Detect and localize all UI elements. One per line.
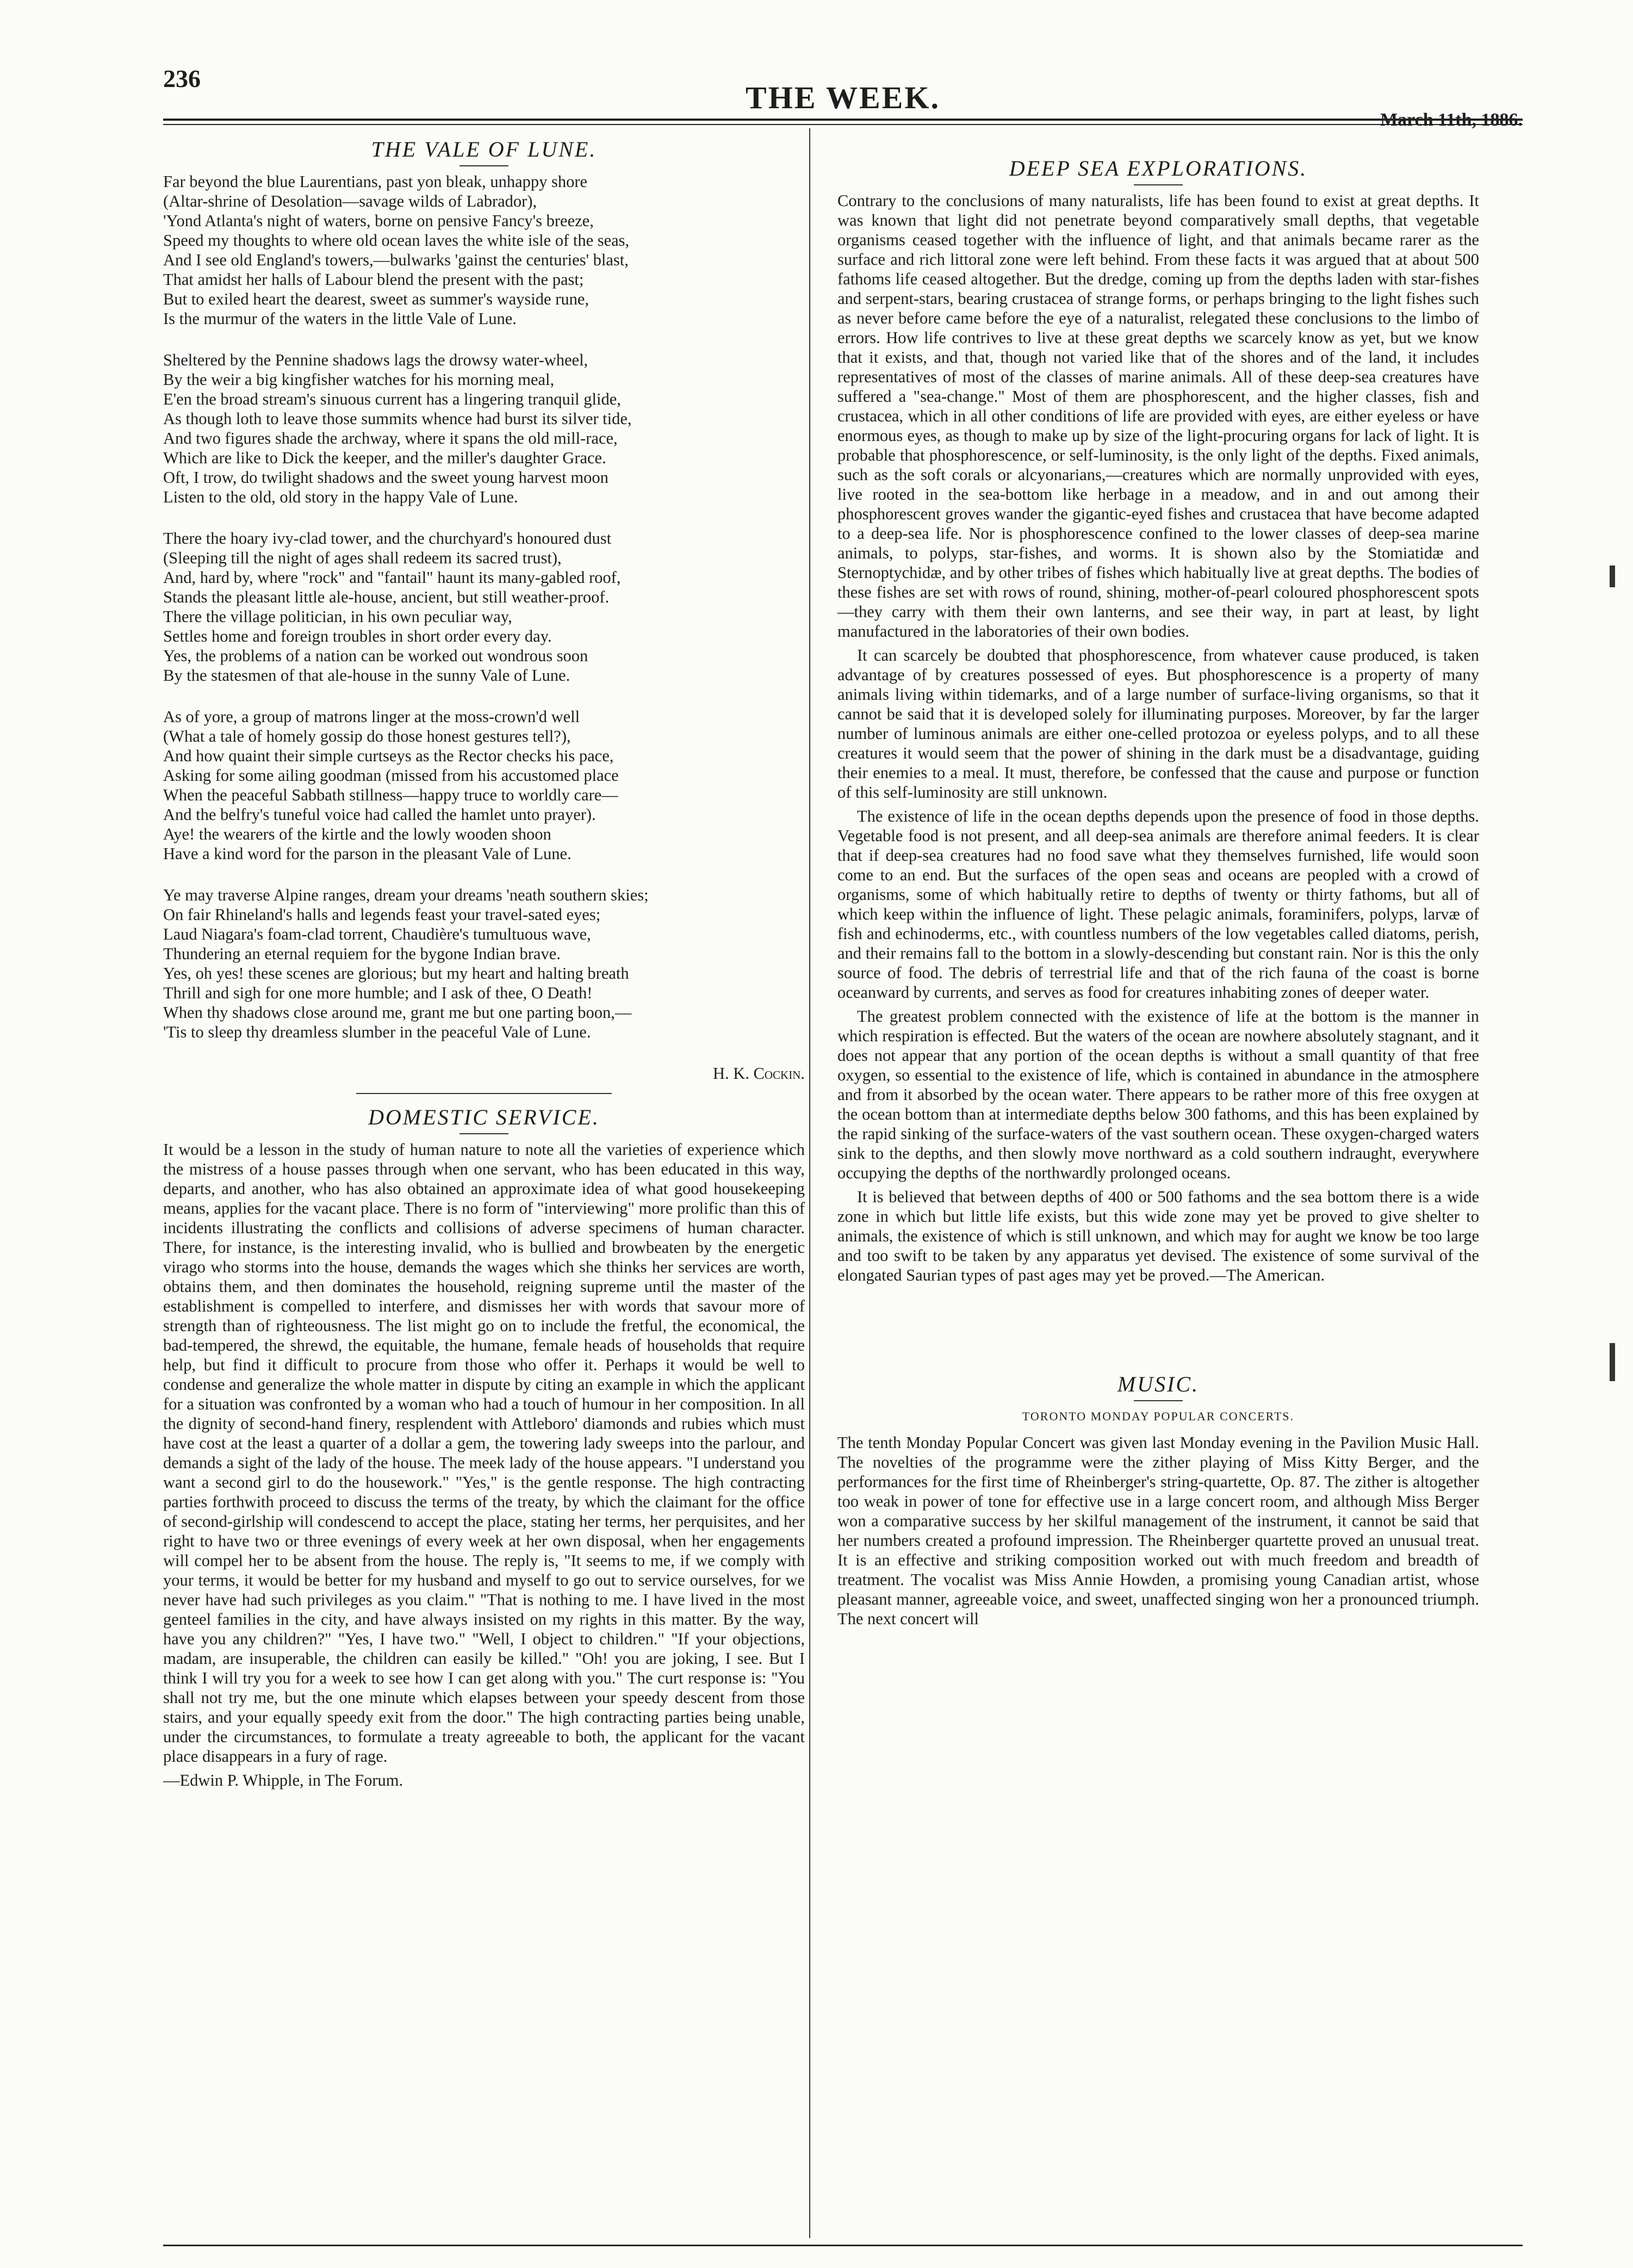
article-paragraph: It can scarcely be doubted that phosphorescence, from whatever cause produced, is taken advantage of by creatures possessed of eyes. But phosphorescence is a property of many animals living within tidemarks, and of a large number of surface-living organisms, so that it cannot be said that it is developed solely for illuminating purposes. Moreover, by far the larger number of luminous animals are either one-celled protozoa or eyeless polyps, and to all these creatures it would seem that the power of shining in the dark must be a disadvantage, guiding their enemies to a meal. It must, therefore, be confessed that the cause and purpose or function of this self-luminosity are still unknown. <box>837 646 1479 801</box>
page-number: 236 <box>163 65 201 92</box>
article-attribution: —Edwin P. Whipple, in The Forum. <box>163 1771 403 1789</box>
poem-line: That amidst her halls of Labour blend the present with the past; <box>163 270 584 289</box>
poem-line: Sheltered by the Pennine shadows lags the drowsy water-wheel, <box>163 351 588 369</box>
article-title: MUSIC. <box>1117 1372 1200 1396</box>
poem-line: Yes, oh yes! these scenes are glorious; but my heart and halting breath <box>163 964 629 983</box>
poem-line: Listen to the old, old story in the happy Vale of Lune. <box>163 488 518 506</box>
poem-line: And two figures shade the archway, where it spans the old mill-race, <box>163 429 618 448</box>
poem-line: 'Yond Atlanta's night of waters, borne on pensive Fancy's breeze, <box>163 212 594 230</box>
poem-line: As of yore, a group of matrons linger at the moss-crown'd well <box>163 707 580 726</box>
article-subtitle: TORONTO MONDAY POPULAR CONCERTS. <box>1022 1409 1295 1423</box>
article-paragraph: The greatest problem connected with the existence of life at the bottom is the manner in which respiration is effected. But the waters of the ocean are nowhere absolutely stagnant, and it does not appear that any portion of the ocean depths is without a small quantity of that free oxygen, so essential to the existence of life, which is contained in abundance in the atmosphere and from it absorbed by the ocean water. There appears to be rather more of this free oxygen at the ocean bottom than at intermediate depths below 300 fathoms, and this has been explained by the rapid sinking of the surface-waters of the vast southern ocean. These oxygen-charged waters sink to the depths, and then slowly move northward as a cold southern indraught, everywhere occupying the depths of the northwardly prolonged oceans. <box>837 1007 1479 1182</box>
poem-body <box>163 172 805 1042</box>
footer-rule <box>163 2245 1523 2246</box>
poem-line: And, hard by, where "rock" and "fantail" haunt its many-gabled roof, <box>163 568 621 587</box>
poem-line: Yes, the problems of a nation can be worked out wondrous soon <box>163 647 588 665</box>
poem-title: THE VALE OF LUNE. <box>371 137 597 161</box>
header-rule-thin <box>163 124 1523 125</box>
poem-line: Aye! the wearers of the kirtle and the lowly wooden shoon <box>163 825 551 843</box>
section-spacer <box>837 1289 1479 1371</box>
poem-line: (Altar-shrine of Desolation—savage wilds of Labrador), <box>163 192 537 210</box>
title-dash <box>460 1133 508 1134</box>
poem-signature: H. K. Cockin. <box>712 1064 805 1083</box>
poem-line: Settles home and foreign troubles in short order every day. <box>163 627 552 645</box>
section-rule <box>356 1093 612 1094</box>
poem-line: Thundering an eternal requiem for the bygone Indian brave. <box>163 945 561 963</box>
poem-stanza <box>163 707 805 863</box>
poem-line: Have a kind word for the parson in the pleasant Vale of Lune. <box>163 844 572 863</box>
header-rule <box>163 119 1523 121</box>
poem-line: 'Tis to sleep thy dreamless slumber in the peaceful Vale of Lune. <box>163 1023 591 1041</box>
margin-mark <box>1610 566 1615 587</box>
article-title: DEEP SEA EXPLORATIONS. <box>1009 156 1308 181</box>
poem-line: (Sleeping till the night of ages shall redeem its sacred trust), <box>163 549 562 567</box>
poem-line: By the statesmen of that ale-house in the sunny Vale of Lune. <box>163 666 570 685</box>
article-title: DOMESTIC SERVICE. <box>368 1105 600 1129</box>
right-column <box>837 155 1479 1633</box>
poem-stanza <box>163 172 805 328</box>
poem-line: When the peaceful Sabbath stillness—happy truce to worldly care— <box>163 786 618 804</box>
article-deep-sea <box>837 155 1479 1285</box>
poem-line: Which are like to Dick the keeper, and the miller's daughter Grace. <box>163 449 606 467</box>
article-domestic-service <box>163 1104 805 1790</box>
poem-line: Is the murmur of the waters in the little Vale of Lune. <box>163 309 517 328</box>
issue-date: March 11th, 1886. <box>1380 110 1523 130</box>
article-paragraph: It would be a lesson in the study of human nature to note all the varieties of experience which the mistress of a house passes through when one servant, who has been educated in this way, departs, and another, who has also obtained an approximate idea of what good housekeeping means, applies for the vacant place. There is no form of "interviewing" more prolific than this of incidents illustrating the conflicts and collisions of adverse specimens of human character. There, for instance, is the interesting invalid, who is bullied and browbeaten by the energetic virago who storms into the house, demands the wages which she thinks her services are worth, obtains them, and then dominates the household, reigning supreme until the master of the establishment is compelled to interfere, and dismisses her with words that savour more of strength than of righteousness. The list might go on to include the fretful, the economical, the bad-tempered, the shrewd, the equitable, the humane, female heads of households that require help, but find it difficult to procure from those who offer it. Perhaps it would be well to condense and generalize the whole matter in dispute by citing an example in which the applicant for a situation was confronted by a woman who had a touch of humour in her composition. In all the dignity of second-hand finery, resplendent with Attleboro' diamonds and rubies which must have cost at the least a quarter of a dollar a gem, the towering lady sweeps into the parlour, and demands a sight of the lady of the house. The meek lady of the house appears. "I understand you want a second girl to do the housework." "Yes," is the gentle response. The high contracting parties forthwith proceed to discuss the terms of the treaty, by which the claimant for the office of second-girlship will condescend to accept the place, stating her terms, her perquisites, and her right to have two or three evenings of every week at her own disposal, when her engagements will compel her to be absent from the house. The reply is, "It seems to me, if we comply with your terms, it would be better for my husband and myself to go out to service ourselves, for we never have had such privileges as you claim." "That is nothing to me. I have lived in the most genteel families in the city, and have always insisted on my rights in this matter. By the way, have you any children?" "Yes, I have two." "Well, I object to children." "If your objections, madam, are insuperable, the children can easily be killed." "Oh! you are joking, I see. But I think I will try you for a week to see how I can get along with you." The curt response is: "You shall not try me, but the one minute which elapses between your speedy descent from those stairs, and your equally speedy exit from the door." The high contracting parties being unable, under the circumstances, to formulate a treaty agreeable to both, the applicant for the vacant place disappears in a fury of rage. <box>163 1140 805 1766</box>
article-paragraph: The existence of life in the ocean depths depends upon the presence of food in those depths. Vegetable food is not present, and all deep-sea animals are therefore animal feeders. It is clear that if deep-sea creatures had no food save what they themselves furnished, life would soon come to an end. But the surfaces of the open seas and oceans are peopled with a crowd of organisms, some of which habitually retire to depths of twenty or thirty fathoms, but all of which keep within the influence of light. These pelagic animals, foraminifers, polyps, larvæ of fish and echinoderms, etc., with countless numbers of the low vegetables called diatoms, perish, and their remains fall to the bottom in a slowly-descending but constant rain. Nor is this the only source of food. The debris of terrestrial life and that of the rich fauna of the coast is borne oceanward by currents, and serves as food for creatures inhabiting zones of deeper water. <box>837 807 1479 1002</box>
poem-line: And the belfry's tuneful voice had called the hamlet unto prayer). <box>163 805 596 824</box>
margin-mark <box>1610 1343 1615 1381</box>
poem-line: By the weir a big kingfisher watches for his morning meal, <box>163 370 555 389</box>
poem-stanza <box>163 885 805 1042</box>
poem-line: Asking for some ailing goodman (missed from his accustomed place <box>163 766 619 785</box>
poem-line: There the village politician, in his own peculiar way, <box>163 607 512 626</box>
title-dash <box>460 165 508 166</box>
poem-line: When thy shadows close around me, grant me but one parting boon,— <box>163 1003 632 1022</box>
poem-line: And I see old England's towers,—bulwarks 'gainst the centuries' blast, <box>163 251 629 269</box>
poem-line: As though loth to leave those summits whence had burst its silver tide, <box>163 409 632 428</box>
title-dash <box>1134 184 1183 185</box>
article-music <box>837 1371 1479 1629</box>
left-column <box>163 136 805 1794</box>
poem-line: Thrill and sigh for one more humble; and I ask of thee, O Death! <box>163 984 593 1002</box>
article-paragraph: The tenth Monday Popular Concert was given last Monday evening in the Pavilion Music Hall. The novelties of the programme were the zither playing of Miss Kitty Berger, and the performances for the first time of Rheinberger's string-quartette, Op. 87. The zither is altogether too weak in power of tone for effective use in a large concert room, and although Miss Berger won a comparative success by her skilful management of the instrument, it cannot be said that her numbers created a profound impression. The Rheinberger quartette proved an unusual treat. It is an effective and striking composition worked out with much freedom and breadth of treatment. The vocalist was Miss Annie Howden, a promising young Canadian artist, whose pleasant manner, agreeable voice, and sweet, unaffected singing won her a pronounced triumph. The next concert will <box>837 1433 1479 1628</box>
poem-line: But to exiled heart the dearest, sweet as summer's wayside rune, <box>163 290 589 308</box>
poem-line: (What a tale of homely gossip do those honest gestures tell?), <box>163 727 571 745</box>
poem-stanza <box>163 350 805 507</box>
poem-stanza <box>163 529 805 685</box>
article-paragraph: It is believed that between depths of 400 or 500 fathoms and the sea bottom there is a wide zone in which but little life exists, but this wide zone may yet be proved to give shelter to animals, the existence of which is still unknown, and which may for aught we know be too large and too swift to be taken by any apparatus yet devised. The existence of some survival of the elongated Saurian types of past ages may yet be proved.—The American. <box>837 1188 1479 1284</box>
poem-line: E'en the broad stream's sinuous current has a lingering tranquil glide, <box>163 390 621 408</box>
journal-title: THE WEEK. <box>746 80 940 115</box>
poem-line: Ye may traverse Alpine ranges, dream your dreams 'neath southern skies; <box>163 886 649 904</box>
poem-line: On fair Rhineland's halls and legends feast your travel-sated eyes; <box>163 905 601 924</box>
poem-line: Speed my thoughts to where old ocean laves the white isle of the seas, <box>163 231 630 250</box>
poem-line: Far beyond the blue Laurentians, past yon bleak, unhappy shore <box>163 172 588 191</box>
poem-line: And how quaint their simple curtseys as the Rector checks his pace, <box>163 747 614 765</box>
poem-vale-of-lune <box>163 136 805 1083</box>
article-paragraph: Contrary to the conclusions of many naturalists, life has been found to exist at great depths. It was known that light did not penetrate beyond comparatively small depths, that vegetable organisms ceased together with the influence of light, and that animals became rarer as the surface and rich littoral zone were left behind. From these facts it was argued that at about 500 fathoms life ceased altogether. But the dredge, coming up from the depths laden with star-fishes and serpent-stars, bearing crustacea of strange forms, or perhaps bringing to the light fishes such as never before came before the eye of a naturalist, relegated these conclusions to the limbo of errors. How life contrives to live at these great depths we scarcely know as yet, but we know that it exists, and that, though not varied like that of the shores and of the land, it includes representatives of most of the classes of marine animals. All of these deep-sea creatures have suffered a "sea-change." Most of them are phosphorescent, and the higher classes, fish and crustacea, which in all other conditions of life are provided with eyes, are either eyeless or have enormous eyes, as though to make up by size of the light-procuring organs for lack of light. It is probable that phosphorescence, or self-luminosity, is the only light of the depths. Fixed animals, such as the soft corals or alcyonarians,—creatures which are normally unprovided with eyes, live rooted in the sea-bottom like herbage in a meadow, and in and out among their phosphorescent groves wander the gigantic-eyed fishes and crustacea that have become adapted to a deep-sea life. Nor is phosphorescence confined to the lower classes of deep-sea marine animals, to polyps, star-fishes, and worms. It is shown also by the Stomiatidæ and Sternoptychidæ, and by other tribes of fishes which habitually live at great depths. The bodies of these fishes are set with rows of round, shining, mother-of-pearl coloured phosphorescent spots—they carry with them their own lanterns, and see their way, in part at least, by light manufactured in the laboratories of their own bodies. <box>837 191 1479 641</box>
poem-line: Oft, I trow, do twilight shadows and the sweet young harvest moon <box>163 468 609 487</box>
column-divider <box>809 128 810 2238</box>
poem-line: Laud Niagara's foam-clad torrent, Chaudière's tumultuous wave, <box>163 925 591 943</box>
title-dash <box>1134 1400 1183 1401</box>
poem-line: There the hoary ivy-clad tower, and the churchyard's honoured dust <box>163 529 612 548</box>
poem-line: Stands the pleasant little ale-house, ancient, but still weather-proof. <box>163 588 610 606</box>
